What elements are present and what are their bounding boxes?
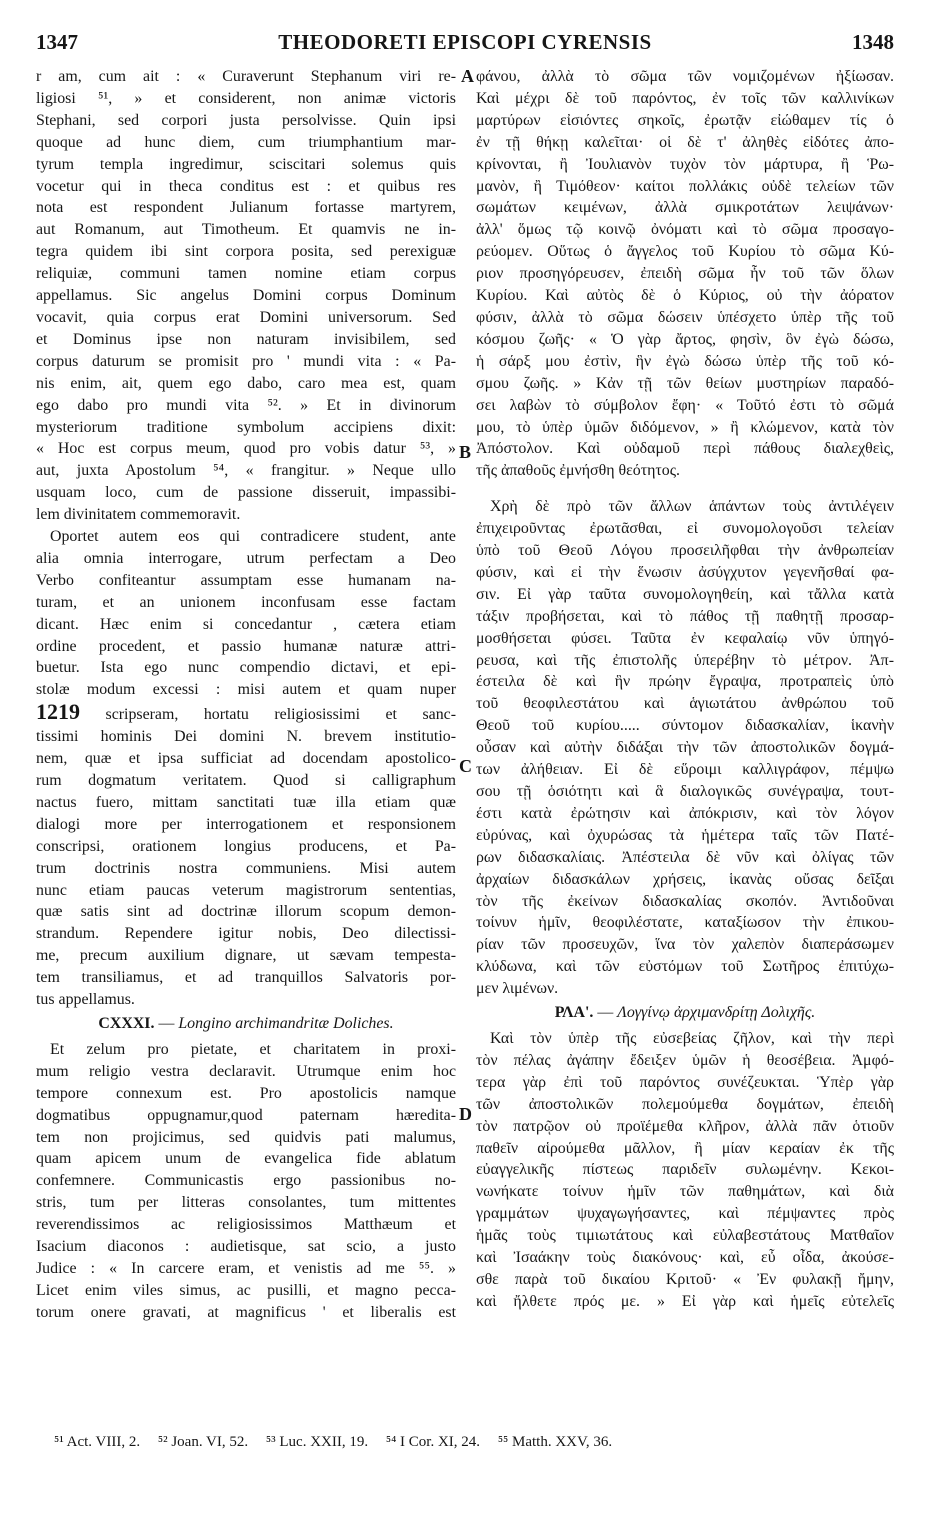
text-line: Χρὴ δὲ πρὸ τῶν ἄλλων ἁπάντων τοὺς ἀντιλέγειν — [490, 498, 894, 516]
text-line: εὐαγγελικῆς πίστεως παριδεῖν συλωμένην. Κεκοι- — [476, 1161, 894, 1179]
text-line: μοσθήσεται φύσει. Ταῦτα ἐν κεφαλαίῳ νῦν ὑπηγό- — [476, 629, 894, 647]
latin-letter-number: CXXXI. — [98, 1014, 155, 1032]
page-header — [36, 30, 894, 64]
text-line: τοῦ θεοφιλεστάτου καὶ ἁγιωτάτου ἀνθρώπου τοῦ — [476, 695, 894, 713]
text-line: nis enim, ait, quem ego dabo, caro mea est, quam — [36, 374, 456, 392]
text-line: Isacium diaconos : audietisque, sat scio, a justo — [36, 1238, 456, 1256]
text-line: reliquiæ, communi tamen nomine etiam corpus — [36, 265, 456, 283]
text-line: dogmatibus oppugnamur,quod paternam hæredita- — [36, 1106, 456, 1124]
text-line: ordine procedent, et passio humanæ naturæ attri- — [36, 637, 456, 655]
text-line: stolæ modum excessi : misi autem et quam nuper — [36, 681, 456, 699]
text-line: σμου ζωῆς. » Κἀν τῇ τῶν θείων μυστηρίων παραδό- — [476, 374, 894, 392]
greek-letter-title: Λογγίνῳ ἀρχιμανδρίτῃ Δολιχῆς. — [617, 1004, 816, 1022]
footnote: ⁵¹ Act. VIII, 2. — [54, 1434, 141, 1450]
text-line: Ἀπόστολον. Καὶ οὐδαμοῦ περὶ πάθους διαλεχθεὶς, — [476, 440, 894, 458]
text-line: ρεύομεν. Οὕτως ὁ ἄγγελος τοῦ Κυρίου τὸ σῶμα Κύ- — [476, 243, 894, 261]
text-line: quæ satis sint ad doctrinæ illorum scopum demon- — [36, 903, 456, 921]
text-line: conscripsi, orationem longius producens, et Pa- — [36, 837, 456, 855]
text-line: μαρτύρων εἰσιόντες σηκοῖς, ἐρωτᾷν εἰώθαμεν τίς ὁ — [476, 111, 894, 129]
text-line: οὖσαν καὶ αὐτὴν διδάξαι τὴν τῶν ἀποστολικῶν δογμά- — [476, 739, 894, 757]
greek-paragraph-3 — [476, 1028, 894, 1313]
footnote: ⁵⁵ Matth. XXV, 36. — [497, 1434, 613, 1450]
text-line: ἐπιχειροῦντας ἐρωτᾶσθαι, εἰ συνομολογοῦσι τελείαν — [476, 520, 894, 538]
text-line: τὸν πέλας ἀγάπην ἔδειξεν ὑμῶν ἡ θεοσέβεια. Ἀμφό- — [476, 1051, 894, 1069]
text-line: σθε παρὰ τοῦ δικαίου Κριτοῦ· « Ἐν φυλακῇ ἤμην, — [476, 1270, 894, 1288]
text-line: ἐν τῇ θήκῃ καλεῖται· οἱ δὲ τ' ἀληθὲς εἰδότες ἀπο- — [476, 133, 894, 151]
text-line: dialogi more per interrogationem et responsionem — [36, 815, 456, 833]
text-line: nem, quæ et ipsa sufficiat ad docendam apostolico- — [36, 750, 456, 768]
text-line: μεν λιμένων. — [476, 980, 559, 998]
text-line: aut Romanum, aut Timotheum. Et quamvis ne in- — [36, 221, 456, 239]
text-line: ριον προσηγόρευσεν, ἐπειδὴ σῶμα ἦν τοῦ τῶν ὅλων — [476, 265, 894, 283]
text-line: usquam loco, cum de passione disseruit, impassibi- — [36, 484, 456, 502]
text-line: quoque ad hunc diem, cum triumphantium mar- — [36, 133, 456, 151]
greek-paragraph-1 — [476, 66, 894, 482]
latin-column — [36, 66, 456, 1324]
text-line: tegra quidem ibi sint corpora posita, sed perexiguæ — [36, 243, 456, 261]
text-line: κλύδωνα, καὶ τῶν εὐστόμων τοῦ Σωτῆρος ἐπιτύχω- — [476, 958, 894, 976]
text-line: μανὸν, ἢ Τιμόθεον· καίτοι πολλάκις οὐδὲ τελείων τῶν — [476, 177, 894, 195]
text-line: ἡμᾶς τοὺς τιμιωτάτους καὶ εὐλαβεστάτους Ματθαῖον — [476, 1227, 894, 1245]
text-line: σου τῇ ὁσιότητι καὶ ἃ διαλογικῶς συνέγραψα, τουτ- — [476, 783, 894, 800]
text-line: Κυρίου. Καὶ αὐτὸς δὲ ὁ Κύριος, οὐ τὴν ἀόρατον — [476, 287, 894, 305]
text-line: ὑπὸ τοῦ Θεοῦ Λόγου προσειλῆφθαι τὴν ἀνθρωπείαν — [476, 542, 894, 560]
text-line: corpus daturum se promisit pro ' mundi vita : « Pa- — [36, 352, 456, 370]
text-line: Θεοῦ τοῦ κυρίου..... σύντομον διδασκαλίαν, ἱκανὴν — [476, 717, 894, 735]
text-line: confemnere. Communicastis ergo passionibus no- — [36, 1172, 456, 1190]
text-line: Licet enim viles simus, ac pusilli, et magno pecca- — [36, 1281, 456, 1299]
footnotes — [54, 1434, 894, 1451]
text-line: ρων διδασκαλίαις. Ἀπέστειλα δὲ νῦν καὶ ὀλίγας τῶν — [476, 848, 894, 866]
right-page-number: 1348 — [852, 30, 894, 54]
text-line: strandum. Rependere igitur nobis, Deo dilectissi- — [36, 925, 456, 943]
text-line: έστι κατὰ ἐρώτησιν καὶ ἀπόκρισιν, καὶ τὸν λόγον — [476, 804, 894, 822]
text-line: alia omnia interrogare, utrum perfectam a Deo — [36, 549, 456, 567]
text-line: mysteriorum traditione symbolum accipiens dixit: — [36, 418, 456, 436]
text-line: vocetur qui in theca conditus est : et quibus res — [36, 177, 456, 195]
text-line: ἡ σάρξ μου ἐστὶν, ἣν ἐγὼ δώσω ὑπὲρ τῆς τοῦ κό- — [476, 352, 894, 370]
text-line: quam apicem unum de evangelica fide ablatum — [36, 1150, 456, 1168]
text-line: dicant. Hæc enim si concedantur , cætera etiam — [36, 615, 456, 633]
greek-paragraph-2 — [476, 496, 894, 1000]
text-line: nunc etiam paucas veterum magistrorum sententias, — [36, 881, 456, 899]
margin-letter-c: C — [459, 756, 472, 776]
running-head: THEODORETI EPISCOPI CYRENSIS — [278, 30, 652, 54]
text-line: ego dabo pro mundi vita ⁵². » Et in divinorum — [36, 396, 456, 414]
text-line: φάνου, ἀλλὰ τὸ σῶμα τῶν νομιζομένων ἠξίωσαν. — [476, 68, 894, 85]
text-line: κρίνονται, ἢ Ἰουλιανὸν τυχὸν τὸν μάρτυρα, ἢ Ῥω- — [476, 155, 894, 173]
text-line: tus appellamus. — [36, 991, 135, 1009]
margin-letter-a: A — [461, 66, 474, 86]
text-line: καὶ Ἰσαάκην τοὺς διακόνους· καὶ, εὖ οἶδα, ἀκούσε- — [476, 1249, 894, 1267]
text-line: ἀλλ' ὅμως τῷ κοινῷ ὀνόματι καὶ τὸ σῶμα προσαγο- — [476, 221, 894, 239]
text-line: έστειλα δὲ καὶ ἣν πρώην ἔγραψα, προτραπεὶς ὑπὸ — [476, 673, 894, 691]
text-line: σωμάτων κειμένων, ἀλλὰ σμικροτάτων λειψάνων· — [476, 199, 894, 217]
left-page-number: 1347 — [36, 30, 78, 54]
text-line: ρευσα, καὶ τῆς ἐπιστολῆς ὑπερέβην τὸ μέτρον. Ἀπ- — [476, 651, 894, 669]
text-line: σει λαβὼν τὸ σύμβολον ἔφη· « Τοῦτό ἐστι τὸ σῶμά — [476, 396, 894, 414]
text-line: Καὶ μέχρι δὲ τοῦ παρόντος, ἐν τοῖς τῶν καλλινίκων — [476, 89, 894, 107]
text-line: buetur. Ista ego nunc compendio dictavi, et epi- — [36, 659, 456, 677]
text-line: τοίνυν ἡμῖν, θεοφιλέστατε, καταξίωσον τὴν ἐπικου- — [476, 914, 894, 932]
text-line: rum dogmatum veritatem. Quod si calligraphum — [36, 772, 456, 789]
text-line: σιν. Εἰ γὰρ ταῦτα συνομολογηθείη, καὶ τἄλλα κατὰ — [476, 585, 894, 603]
text-line: καὶ ἤλθετε πρός με. » Εἰ γὰρ καὶ ἡμεῖς εὐτελεῖς — [476, 1292, 894, 1310]
latin-letter-title: Longino archimandritæ Doliches. — [178, 1014, 394, 1032]
latin-margin-line: 1219 scripseram, hortatu religiosissimi et sanc- — [36, 701, 456, 725]
greek-letter-heading: ΡΛΑ'. — Λογγίνῳ ἀρχιμανδρίτῃ Δολιχῆς. — [554, 1004, 816, 1022]
text-line: νωνήκατε τοίνυν ἡμῖν τῶν παθημάτων, καὶ διὰ — [476, 1183, 894, 1201]
latin-letter-heading: CXXXI. — Longino archimandritæ Doliches. — [98, 1014, 394, 1032]
text-line: torum onere gravati, at magnificus ' et liberalis est — [36, 1303, 456, 1321]
text-line: vocavit, quia corpus erat Domini universorum. Sed — [36, 308, 456, 326]
text-line: me, precum auxilium dignare, ut sævam tempesta- — [36, 947, 456, 965]
text-line: nactus fuero, mittam sanctitati tuæ illa etiam quæ — [36, 793, 456, 811]
text-line: φύσιν, ἀλλὰ τὸ σῶμα δώσειν ὑπέσχετο ὑπὲρ τῆς τοῦ — [476, 308, 894, 326]
text-line: et Dominus ipse non naturam invisibilem, sed — [36, 330, 456, 348]
text-line: lem divinitatem commemoravit. — [36, 506, 241, 524]
text-line: κόσμου ζωῆς· « Ὁ γὰρ ἄρτος, φησὶν, ὃν ἐγὼ δώσω, — [476, 330, 894, 348]
text-line: stris, tum per litteras consolantes, tum mittentes — [36, 1194, 456, 1212]
text-line: γραμμάτων ψυχαγωγήσαντες, καὶ πέμψαντες πρὸς — [476, 1205, 894, 1223]
latin-paragraph-2 — [36, 526, 456, 1011]
text-line: tem transiliamus, et ad tranquillos Salvatoris por- — [36, 969, 456, 987]
text-line: mum religio vestra declaravit. Utrumque enim hoc — [36, 1062, 456, 1080]
text-line: appellamus. Sic angelus Domini corpus Dominum — [36, 287, 456, 305]
text-line: ἀρχαίων διδασκάλων χρήσεις, ἱκανὰς οὔσας δεῖξαι — [476, 870, 894, 888]
greek-column — [476, 66, 894, 1313]
text-line: r am, cum ait : « Curaverunt Stephanum viri re- — [36, 68, 456, 85]
text-line: tempore connexum est. Pro apostolicis namque — [36, 1084, 456, 1102]
footnote: ⁵² Joan. VI, 52. — [157, 1434, 249, 1450]
text-line: Judice : « In carcere eram, et venistis ad me ⁵⁵. » — [36, 1259, 456, 1277]
text-line: παθεῖν αἱρούμεθα μᾶλλον, ἢ μίαν κεραίαν ἐκ τῆς — [476, 1139, 894, 1157]
footnote: ⁵⁴ I Cor. XI, 24. — [385, 1434, 481, 1450]
text-line: ρίαν τῶν προσευχῶν, ἵνα τὸν χαλεπὸν διαπεράσωμεν — [476, 936, 894, 954]
column-margin-number: 1219 — [36, 701, 80, 725]
text-line: τὸν πατρῷον οὐ προϊέμεθα κλῆρον, ἀλλὰ πᾶν ὁτιοῦν — [476, 1117, 894, 1135]
text-line: τῆς ἀπαθοῦς ἐμνήσθη θεότητος. — [476, 462, 680, 480]
text-line: nota est respondent Julianum fortasse martyrem, — [36, 199, 456, 217]
text-line: Verbo confiteantur assumptam esse humanam na- — [36, 571, 456, 589]
text-line: των ἀλήθειαν. Εἰ δὲ εὕροιμι καλλιγράφον, πέμψω — [476, 761, 894, 779]
text-line: tem non projicimus, sed quidvis pati malumus, — [36, 1128, 456, 1146]
text-line: trum doctrinis nostra communiens. Misi autem — [36, 859, 456, 877]
footnote: ⁵³ Luc. XXII, 19. — [265, 1434, 369, 1450]
text-line: « Hoc est corpus meum, quod pro vobis datur ⁵³, » — [36, 440, 456, 458]
greek-letter-number: ΡΛΑ'. — [554, 1004, 594, 1022]
text-line: turam, et an unionem inconfusam esse factam — [36, 593, 456, 611]
text-line: Oportet autem eos qui contradicere student, ante — [50, 528, 456, 546]
text-line: tissimi hominis Dei domini N. brevem institutio- — [36, 728, 456, 746]
text-line: ligiosi ⁵¹, » et considerent, non animæ victoris — [36, 89, 456, 107]
margin-letter-d: D — [459, 1104, 472, 1124]
text-line: τερα γὰρ ἐπὶ τοῦ παρόντος συνέζευκται. Ὑπὲρ γὰρ — [476, 1073, 894, 1091]
text-line: Stephani, sed corpori justa persolvisse. Quin ipsi — [36, 111, 456, 129]
text-line: μου, τὸ ὑπὲρ ὑμῶν διδόμενον, » ἢ κλώμενον, κατὰ τὸν — [476, 418, 894, 436]
margin-letter-b: B — [459, 442, 472, 462]
text-line: εὐρύνας, καὶ ὀχυρώσας τὰ ἡμέτερα ταῖς τῶν Πατέ- — [476, 826, 894, 844]
text-line: Καὶ τὸν ὑπὲρ τῆς εὐσεβείας ζῆλον, καὶ τὴν περὶ — [490, 1029, 894, 1047]
latin-paragraph-3 — [36, 1039, 456, 1324]
text-line: τάξιν προβήσεται, καὶ τὸ πάθος τῇ παθητῇ προσαρ- — [476, 607, 894, 625]
text-line: aut, juxta Apostolum ⁵⁴, « frangitur. » Neque ullo — [36, 462, 456, 480]
text-line: τῶν ἀποστολικῶν πολεμούμεθα δογμάτων, ἐπειδὴ — [476, 1095, 894, 1113]
text-line: Et zelum pro pietate, et charitatem in proxi- — [50, 1040, 456, 1058]
text-line: φύσιν, καὶ εἰ τὴν ἕνωσιν ἀσύγχυτον γεγενῆσθαί φα- — [476, 563, 894, 581]
text-line: reverendissimos ac religiosissimos Matthæum et — [36, 1216, 456, 1234]
text-line: τὸν τῆς ἐκείνων διδασκαλίας σκοπόν. Ἀντιδοῦναι — [476, 892, 894, 910]
latin-paragraph-1 — [36, 66, 456, 526]
text-line: tyrum templa ingredimur, sciscitari solemus quis — [36, 155, 456, 173]
